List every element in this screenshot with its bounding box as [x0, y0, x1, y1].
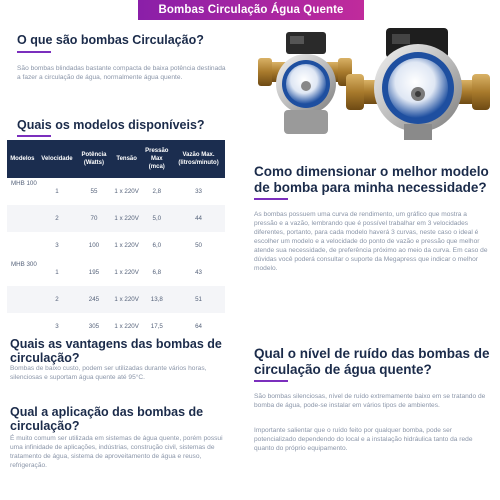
accent-underline — [17, 135, 51, 137]
models-table — [7, 140, 225, 340]
section-title-dimension: Como dimensionar o melhor modelo de bomba para minha necessidade? — [254, 164, 489, 195]
section-title-what-are: O que são bombas Circulação? — [17, 33, 204, 47]
section-title-models: Quais os modelos disponíveis? — [17, 118, 205, 132]
cell-flow: 44 — [172, 205, 225, 232]
cell-model — [7, 205, 38, 232]
cell-pressure: 6,0 — [152, 241, 162, 249]
cell-pressure: 5,0 — [142, 205, 172, 232]
cell-voltage: 1 x 220V — [114, 187, 139, 195]
cell-speed: 2 — [38, 205, 76, 232]
cell-power: 55 — [90, 187, 98, 195]
section-text-dimension: As bombas possuem uma curva de rendimento, um gráfico que mostra a pressão e a vazão, lembrando que é possível trabalhar em 3 velocidades diferentes, portanto, para cada modelo haverá 3 curvas, neste caso o ideal é escolher um modelo e a velocidade do ponto de vazão e pressão que melhor atende sua necessidade, de preferência próximo ao meio da curva. Em caso de dúvidas você poderá consultar o suporte da Megapress que indicar o melhor modelo. — [254, 211, 488, 272]
section-text-noise-1: São bombas silenciosas, nível de ruído extremamente baixo em se tratando de bomba de água, pode-se instalar em vários tipos de ambientes. — [254, 393, 486, 409]
cell-flow: 64 — [195, 322, 202, 330]
cell-speed: 1 — [55, 268, 59, 276]
cell-power: 245 — [76, 286, 112, 313]
cell-voltage: 1 x 220V — [112, 286, 142, 313]
section-title-noise: Qual o nível de ruído das bombas de circulação de água quente? — [254, 346, 490, 377]
cell-pressure: 2,8 — [152, 187, 162, 195]
cell-power: 70 — [76, 205, 112, 232]
section-title-advantages: Quais as vantagens das bombas de circulação? — [10, 337, 222, 365]
col-header-velocidade: Velocidade — [38, 140, 76, 178]
cell-pressure: 13,8 — [142, 286, 172, 313]
table-row — [7, 232, 225, 259]
table-row — [7, 259, 225, 286]
cell-flow: 33 — [195, 187, 202, 195]
accent-underline — [17, 51, 51, 53]
cell-model — [7, 232, 38, 259]
cell-power: 100 — [88, 241, 100, 249]
cell-flow: 50 — [195, 241, 202, 249]
cell-model: MHB 100 — [11, 180, 37, 187]
product-photo — [258, 24, 490, 140]
cell-voltage: 1 x 220V — [112, 205, 142, 232]
cell-flow: 51 — [172, 286, 225, 313]
section-text-what-are: São bombas blindadas bastante compacta de baixa potência destinada a fazer a circulação de água, normalmente água quente. — [17, 65, 226, 81]
col-header-potencia: Potência (Watts) — [76, 140, 112, 178]
page-banner: Bombas Circulação Água Quente — [138, 0, 364, 20]
table-header-row — [7, 140, 225, 178]
cell-model — [7, 313, 38, 340]
cell-pressure: 6,8 — [152, 268, 162, 276]
cell-speed: 1 — [55, 187, 59, 195]
section-text-application: É muito comum ser utilizada em sistemas de água quente, porém possui uma infinidade de aplicações, indústrias, construção civil, sistemas de tratamento de água, sistema de aproveitamento de água e reuso, refrigeração. — [10, 435, 223, 469]
col-header-pressao: Pressão Max (mca) — [142, 140, 172, 178]
col-header-vazao: Vazão Max. (litros/minuto) — [172, 140, 225, 178]
accent-underline — [254, 198, 288, 200]
table-row — [7, 178, 225, 205]
cell-voltage: 1 x 220V — [114, 322, 139, 330]
cell-voltage: 1 x 220V — [114, 268, 139, 276]
table-row — [7, 205, 225, 232]
cell-power: 195 — [88, 268, 100, 276]
cell-speed: 2 — [38, 286, 76, 313]
cell-power: 305 — [88, 322, 100, 330]
cell-speed: 3 — [55, 241, 59, 249]
cell-flow: 43 — [195, 268, 202, 276]
cell-voltage: 1 x 220V — [114, 241, 139, 249]
table-row — [7, 286, 225, 313]
col-header-modelos: Modelos — [7, 140, 38, 178]
section-title-application: Qual a aplicação das bombas de circulação? — [10, 405, 204, 433]
table-row — [7, 313, 225, 340]
cell-model — [7, 286, 38, 313]
cell-model: MHB 300 — [11, 261, 37, 268]
section-text-advantages: Bombas de baixo custo, podem ser utilizadas durante vários horas, silenciosas e suportam água quente até 95°C. — [10, 365, 207, 381]
accent-underline — [254, 380, 288, 382]
section-text-noise-2: Importante salientar que o ruído feito por qualquer bomba, pode ser potencializado dependendo do local e a instalação hidráulica tanto da rede quanto do próprio equipamento. — [254, 427, 473, 452]
cell-speed: 3 — [55, 322, 59, 330]
col-header-tensao: Tensão — [112, 140, 142, 178]
cell-pressure: 17,5 — [150, 322, 163, 330]
